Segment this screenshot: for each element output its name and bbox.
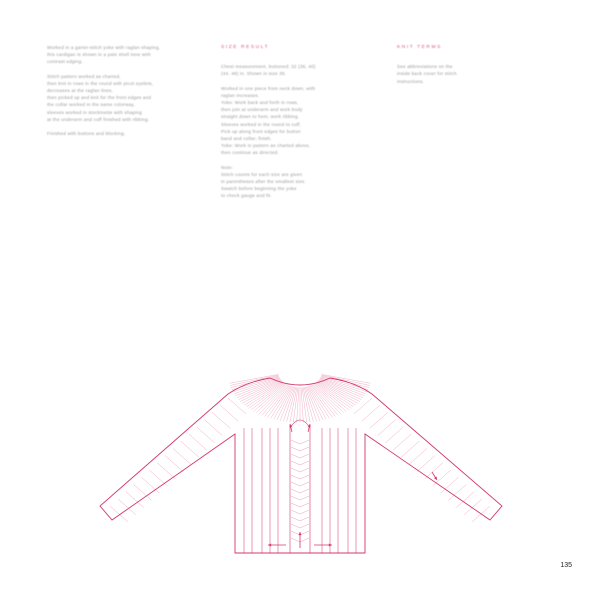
placket-lace-stitch [291, 454, 309, 458]
text-line: sleeves worked in stockinette with shaping [47, 109, 142, 115]
text-line: Finished with buttons and blocking. [47, 131, 126, 137]
text-line: contrast edging. [47, 59, 83, 65]
yoke-line [318, 381, 358, 403]
placket-lace-stitch [291, 496, 309, 500]
yoke-line [301, 387, 303, 422]
yoke-line [297, 387, 299, 422]
yoke-line [287, 387, 296, 422]
yoke-line [307, 387, 323, 420]
sleeve-line-right [456, 492, 474, 508]
placket-lace-stitch [291, 482, 309, 486]
placket-lace-stitch [291, 524, 309, 528]
arrow-hem-right-head [329, 543, 332, 546]
yoke-line [320, 378, 366, 394]
text-line: band and collar; finish. [221, 136, 272, 142]
text-line: to check gauge and fit. [221, 193, 272, 199]
yoke-line [302, 387, 307, 422]
yoke-line [322, 375, 370, 385]
sleeve-line-left [165, 456, 183, 472]
placket-lace-stitch [291, 475, 309, 479]
placket-lace-stitch [291, 489, 309, 493]
placket-lace-stitch [291, 503, 309, 507]
sleeve-line-right [385, 427, 403, 443]
sleeve-line-left [173, 448, 191, 464]
text-line: Stitch counts for each size are given [221, 171, 303, 177]
text-line: the collar worked in the same colorway, [47, 102, 135, 108]
sleeve-line-left [204, 420, 222, 436]
text-line: Chest measurement, buttoned: 32 (36, 40) [221, 64, 316, 70]
yoke-line [265, 385, 289, 416]
placket-lace-stitch [291, 447, 309, 451]
sleeve-line-left [118, 499, 136, 515]
sleeve-line-left [157, 463, 175, 479]
sleeve-line-right [425, 463, 443, 479]
yoke-line [304, 387, 313, 422]
yoke-line [234, 378, 280, 394]
placket-lace-stitch [291, 468, 309, 472]
yoke-line [305, 387, 317, 421]
placket-lace-stitch [291, 440, 309, 444]
text-line: Pick up along front edges for button [221, 128, 301, 134]
sleeve-line-left [228, 398, 246, 414]
text-line: then picked up and knit for the front edges and [47, 95, 152, 101]
yoke-line [283, 387, 295, 421]
page-number: 135 [560, 562, 572, 569]
sleeve-line-right [441, 477, 459, 493]
text-line: raglan increases. [221, 92, 260, 98]
sleeve-line-right [354, 398, 372, 414]
placket-lace-stitch [291, 461, 309, 465]
text-line: inside back cover for stitch [397, 71, 457, 77]
text-line: straight down to hem; work ribbing. [221, 114, 300, 120]
yoke-line [311, 385, 335, 416]
text-line: then knit in rows in the round with picot eyelets, [47, 80, 154, 86]
text-line: in parentheses after the smallest size. [221, 179, 306, 185]
yoke-line [309, 386, 329, 418]
placket-lace-stitch [291, 510, 309, 514]
sleeve-line-left [220, 405, 238, 421]
sleeve-line-left [149, 470, 167, 486]
sleeve-line-left [181, 441, 199, 457]
text-line: Yoke: Work back and forth in rows, [221, 100, 299, 106]
sleeve-line-right [393, 434, 411, 450]
arrow-hem-left-head [268, 543, 271, 546]
yoke-line [293, 387, 298, 422]
text-line: Worked in a garter-stitch yoke with raglan shaping, [47, 45, 161, 50]
text-line: Worked in one piece from neck down, with [221, 85, 316, 91]
text-line: then continue as directed. [221, 150, 279, 156]
text-line: Yoke: Work in pattern as charted above, [221, 143, 311, 149]
text-line: See abbreviations on the [397, 64, 453, 70]
yoke-line [290, 387, 297, 422]
sleeve-line-right [409, 448, 427, 464]
text-line: then join at underarm and work body [221, 107, 303, 113]
yoke-line [303, 387, 310, 422]
sleeve-line-right [370, 412, 388, 428]
text-line: Sleeves worked in the round to cuff. [221, 121, 302, 127]
sleeve-line-left [212, 412, 230, 428]
sleeve-line-right [417, 456, 435, 472]
column-heading: KNIT TERMS [397, 45, 442, 50]
sleeve-line-left [189, 434, 207, 450]
arrow-center-up-head [298, 532, 301, 535]
text-line: Note: [221, 164, 233, 170]
text-line: Stitch pattern worked as charted, [47, 73, 121, 79]
sleeve-line-right [472, 506, 490, 522]
text-line: Swatch before beginning the yoke [221, 186, 297, 192]
yoke-line [271, 386, 291, 418]
sleeve-line-right [362, 405, 380, 421]
yoke-line [242, 381, 282, 403]
yoke-line [277, 387, 293, 420]
sleeve-line-left [134, 484, 152, 500]
text-line: at the underarm and cuff finished with ribbing. [47, 116, 150, 122]
yoke-line [230, 375, 278, 385]
placket-lace-stitch [291, 517, 309, 521]
text-line: decreases at the raglan lines, [47, 88, 114, 94]
text-line: this cardigan is shown in a pale shell tone with [47, 52, 151, 58]
sleeve-line-right [378, 420, 396, 436]
sleeve-line-left [197, 427, 215, 443]
column-heading: SIZE RESULT [221, 45, 270, 50]
text-line: (44, 48) in. Shown in size 36. [221, 71, 287, 77]
sleeve-line-left [141, 477, 159, 493]
text-line: instructions. [397, 78, 425, 84]
sleeve-line-right [401, 441, 419, 457]
